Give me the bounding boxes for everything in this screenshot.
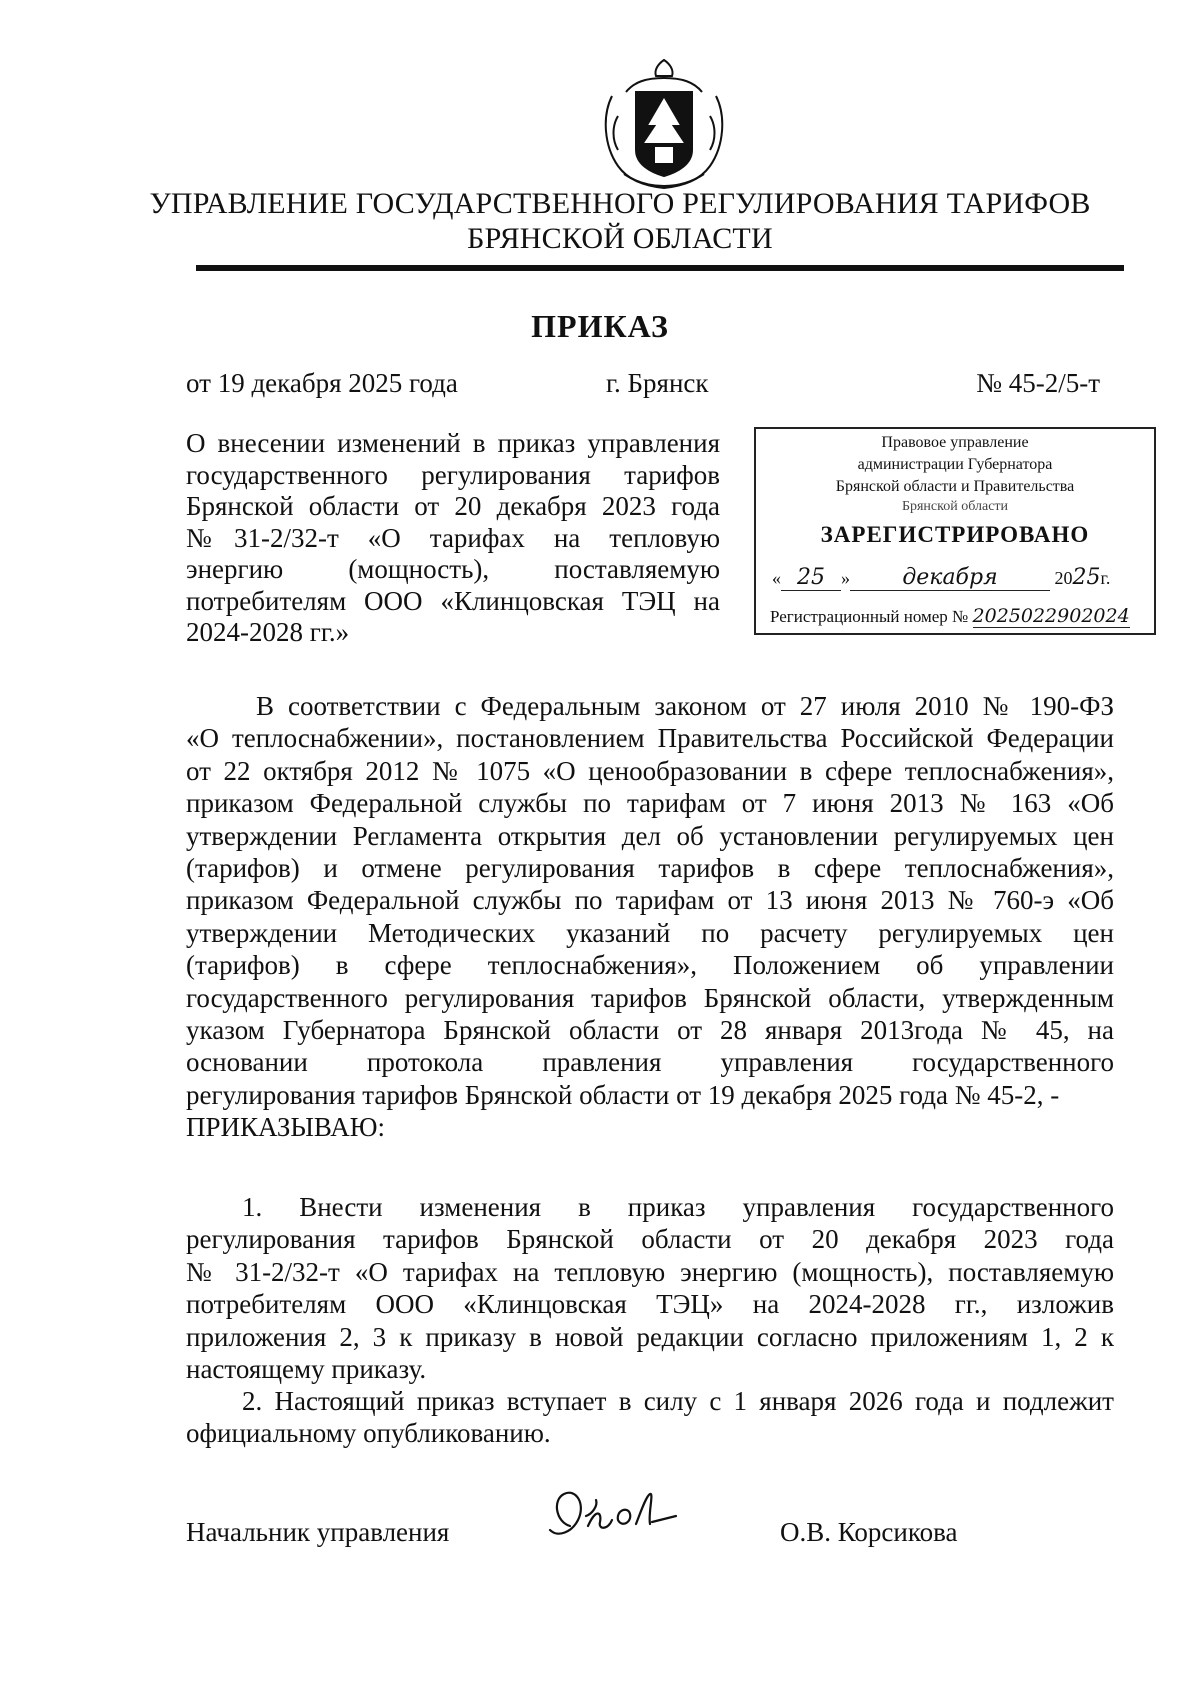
paragraph-line: основании протокола правления управления государственного (186, 1047, 1114, 1078)
stamp-reg-number (770, 605, 1130, 627)
stamp-registered: ЗАРЕГИСТРИРОВАНО (820, 522, 1090, 547)
preamble-paragraph (186, 690, 1114, 1144)
stamp-line: Брянской области (901, 499, 1009, 514)
document-title: ПРИКАЗ (531, 308, 669, 344)
subject-line: Брянской области от 20 декабря 2023 года (186, 491, 720, 521)
paragraph-line: настоящему приказу. (186, 1354, 427, 1385)
handwritten-signature-icon (540, 1482, 710, 1562)
stamp-date: « 25 » декабря 2025г. (772, 565, 1111, 590)
coat-of-arms-icon (596, 56, 732, 192)
paragraph-line: (тарифов) в сфере теплоснабжения», Положением об управлении (186, 950, 1114, 981)
stamp-reg-label: Регистрационный номер № (770, 607, 969, 626)
paragraph-line: потребителям ООО «Клинцовская ТЭЦ» на 2024-2028 гг., изложив (186, 1289, 1114, 1320)
document-city: г. Брянск (606, 368, 709, 398)
paragraph-line: утверждении Регламента открытия дел об установлении регулируемых цен (186, 820, 1114, 851)
stamp-line: администрации Губернатора (857, 456, 1053, 473)
paragraph-line: 2. Настоящий приказ вступает в силу с 1 января 2026 года и подлежит (242, 1386, 1114, 1416)
document-date: от 19 декабря 2025 года (186, 368, 458, 398)
paragraph-line: приказом Федеральной службы по тарифам от 13 июня 2013 № 760-э «Об (186, 885, 1114, 916)
paragraph-line: государственного регулирования тарифов Брянской области, утвержденным (186, 982, 1114, 1013)
header-divider (196, 265, 1124, 271)
paragraph-line: «О теплоснабжении», постановлением Правительства Российской Федерации (186, 723, 1114, 754)
paragraph-line: утверждении Методических указаний по расчету регулируемых цен (186, 917, 1114, 948)
paragraph-line: официальному опубликованию. (186, 1418, 551, 1449)
paragraph-line: 1. Внести изменения в приказ управления государственного (242, 1192, 1114, 1222)
registration-stamp (754, 427, 1156, 635)
subject-line: потребителям ООО «Клинцовская ТЭЦ на (186, 585, 720, 616)
paragraph-line: регулирования тарифов Брянской области от 20 декабря 2023 года (186, 1224, 1114, 1255)
subject-line: 2024-2028 гг.» (186, 617, 350, 647)
org-name-line2: БРЯНСКОЙ ОБЛАСТИ (467, 222, 773, 255)
document-subject (186, 428, 720, 649)
signatory-name: О.В. Корсикова (780, 1517, 958, 1547)
stamp-reg-value: 2025022902024 (972, 605, 1130, 627)
subject-line: государственного регулирования тарифов (186, 459, 720, 490)
stamp-year-suffix: 25 (1072, 565, 1101, 590)
paragraph-line: от 22 октября 2012 № 1075 «О ценообразовании в сфере теплоснабжения», (186, 755, 1114, 786)
paragraph-line: (тарифов) и отмене регулирования тарифов в сфере теплоснабжения», (186, 853, 1114, 884)
stamp-year-prefix: 20 (1054, 568, 1073, 588)
subject-line: №31-2/32-т «О тарифах на тепловую (186, 522, 720, 553)
stamp-year-end: г. (1100, 568, 1111, 588)
stamp-line: Правовое управление (881, 434, 1029, 451)
order-item-1 (186, 1191, 1114, 1385)
paragraph-line: указом Губернатора Брянской области от 28 января 2013года № 45, на (186, 1015, 1114, 1046)
document-number: № 45-2/5-т (976, 368, 1100, 398)
org-name-line1: УПРАВЛЕНИЕ ГОСУДАРСТВЕННОГО РЕГУЛИРОВАНИЯ ТАРИФОВ (149, 187, 1091, 220)
paragraph-line: приказом Федеральной службы по тарифам от 7 июня 2013 № 163 «Об (186, 788, 1114, 819)
paragraph-line: регулирования тарифов Брянской области от 19 декабря 2025 года № 45-2, - (186, 1079, 1060, 1110)
signatory-position: Начальник управления (186, 1517, 450, 1547)
stamp-month: декабря (850, 565, 1050, 591)
subject-line: О внесении изменений в приказ управления (186, 428, 720, 458)
subject-line: энергию (мощность), поставляемую (186, 554, 720, 584)
paragraph-line: приложения 2, 3 к приказу в новой редакции согласно приложениям 1, 2 к (186, 1321, 1114, 1352)
order-item-2 (186, 1385, 1114, 1450)
paragraph-line: № 31-2/32-т «О тарифах на тепловую энергию (мощность), поставляемую (186, 1256, 1114, 1287)
paragraph-line: В соответствии с Федеральным законом от 27 июля 2010 № 190-ФЗ (256, 691, 1114, 721)
stamp-day: 25 (781, 565, 841, 591)
stamp-line: Брянской области и Правительства (835, 478, 1075, 495)
paragraph-line: ПРИКАЗЫВАЮ: (186, 1112, 385, 1143)
